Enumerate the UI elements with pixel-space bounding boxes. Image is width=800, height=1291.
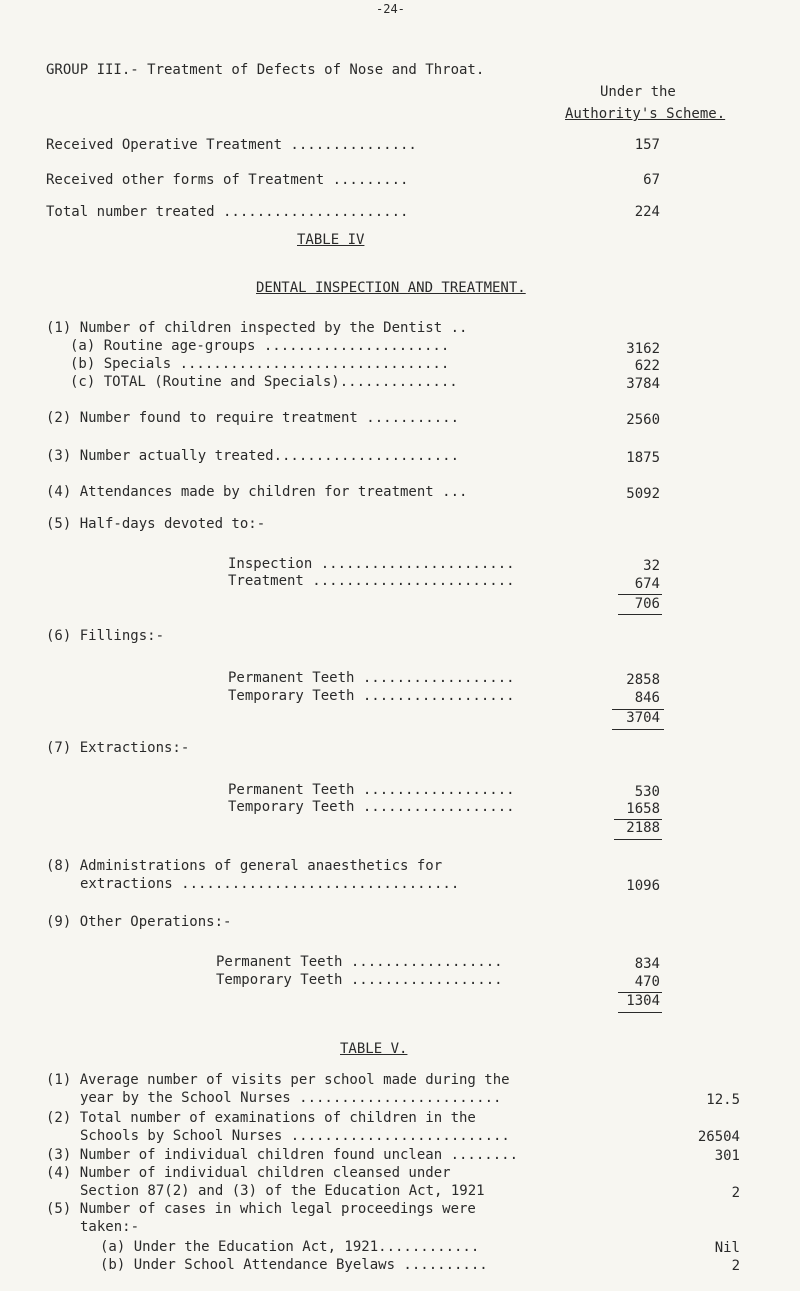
section5-total-rule (618, 614, 662, 615)
column-header-line2: Authority's Scheme. (565, 106, 726, 122)
section9-label: (9) Other Operations:- (46, 914, 232, 930)
section7-row-value: 1658 (626, 801, 660, 817)
column-header-line1: Under the (600, 84, 676, 100)
section6-row-value: 846 (634, 690, 660, 706)
section7-total: 2188 (626, 820, 660, 836)
group3-row-label: Received Operative Treatment ............... (46, 137, 417, 153)
section7-row-label: Temporary Teeth .................. (228, 799, 515, 815)
section1-b-label: (b) Specials ................................ (70, 356, 450, 372)
group3-title: GROUP III.- Treatment of Defects of Nose and Throat. (46, 62, 485, 78)
section5-row-label: Inspection ....................... (228, 556, 515, 572)
group3-row-value: 157 (634, 137, 660, 153)
section9-total-rule (618, 1012, 662, 1013)
section7-row-value: 530 (634, 784, 660, 800)
section7-row-label: Permanent Teeth .................. (228, 782, 515, 798)
section2-value: 2560 (626, 412, 660, 428)
section5-label: (5) Half-days devoted to:- (46, 516, 266, 532)
table5-row4-line2: Section 87(2) and (3) of the Education Act, 1921 (80, 1183, 485, 1199)
table5-row1-value: 12.5 (706, 1092, 740, 1108)
section9-row-value: 834 (634, 956, 660, 972)
section7-label: (7) Extractions:- (46, 740, 190, 756)
table5-row2-line1: (2) Total number of examinations of children in the (46, 1110, 476, 1126)
section1-a-value: 3162 (626, 341, 660, 357)
table5-row1-line1: (1) Average number of visits per school made during the (46, 1072, 510, 1088)
table5-heading: TABLE V. (340, 1041, 408, 1057)
section7-total-rule (614, 839, 662, 840)
table5-row2-line2: Schools by School Nurses .......................... (80, 1128, 510, 1144)
table5-row2-value: 26504 (697, 1129, 740, 1145)
section6-total: 3704 (626, 710, 660, 726)
section3-label: (3) Number actually treated...................... (46, 448, 460, 464)
section8-value: 1096 (626, 878, 660, 894)
table5-row5-b-value: 2 (731, 1258, 740, 1274)
table5-row4-line1: (4) Number of individual children cleansed under (46, 1165, 451, 1181)
section1-c-label: (c) TOTAL (Routine and Specials).............. (70, 374, 458, 390)
section8-label-line1: (8) Administrations of general anaesthetics for (46, 858, 443, 874)
section9-row-label: Temporary Teeth .................. (216, 972, 503, 988)
section6-row-label: Temporary Teeth .................. (228, 688, 515, 704)
section6-row-value: 2858 (626, 672, 660, 688)
table5-row5-b-label: (b) Under School Attendance Byelaws .......... (100, 1257, 488, 1273)
group3-row-value: 67 (643, 172, 660, 188)
group3-row-value: 224 (634, 204, 660, 220)
table4-title: DENTAL INSPECTION AND TREATMENT. (256, 280, 526, 296)
table5-row5-line1: (5) Number of cases in which legal proceedings were (46, 1201, 476, 1217)
section9-total: 1304 (626, 993, 660, 1009)
section5-row-label: Treatment ........................ (228, 573, 515, 589)
section6-row-label: Permanent Teeth .................. (228, 670, 515, 686)
section9-row-value: 470 (634, 974, 660, 990)
section8-label-line2: extractions ................................. (80, 876, 460, 892)
table5-row1-line2: year by the School Nurses ........................ (80, 1090, 502, 1106)
section2-label: (2) Number found to require treatment ........... (46, 410, 460, 426)
section1-a-label: (a) Routine age-groups ...................... (70, 338, 450, 354)
table5-row5-a-value: Nil (714, 1240, 740, 1256)
section4-label: (4) Attendances made by children for treatment ... (46, 484, 468, 500)
section4-value: 5092 (626, 486, 660, 502)
table5-row5-a-label: (a) Under the Education Act, 1921............ (100, 1239, 480, 1255)
section1-b-value: 622 (634, 358, 660, 374)
section5-sum-rule (618, 594, 662, 595)
table5-row3-value: 301 (714, 1148, 740, 1164)
page-number: -24- (376, 2, 405, 16)
table5-row5-line2: taken:- (80, 1219, 140, 1235)
section5-row-value: 674 (634, 576, 660, 592)
table5-row4-value: 2 (731, 1185, 740, 1201)
section5-total: 706 (634, 596, 660, 612)
section1-label: (1) Number of children inspected by the Dentist .. (46, 320, 468, 336)
table4-heading: TABLE IV (297, 232, 365, 248)
table5-row3-line1: (3) Number of individual children found unclean ........ (46, 1147, 519, 1163)
section5-row-value: 32 (643, 558, 660, 574)
section3-value: 1875 (626, 450, 660, 466)
section9-row-label: Permanent Teeth .................. (216, 954, 503, 970)
section6-label: (6) Fillings:- (46, 628, 165, 644)
section6-total-rule (612, 729, 664, 730)
group3-row-label: Total number treated ...................... (46, 204, 409, 220)
group3-row-label: Received other forms of Treatment ......... (46, 172, 409, 188)
section1-c-value: 3784 (626, 376, 660, 392)
